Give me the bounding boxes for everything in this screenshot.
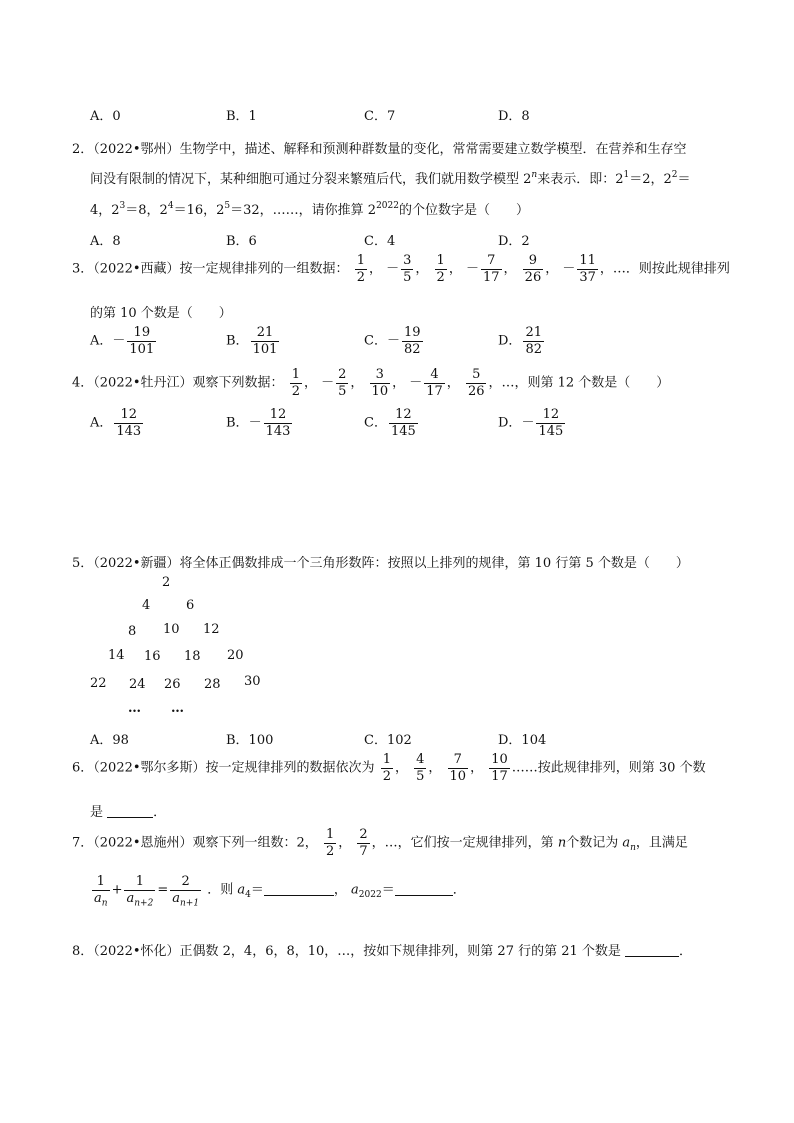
q4-option-d[interactable]: D．－ $\frac{12}{145}$ — [498, 407, 564, 439]
fraction: $\frac{11}{37}$ — [579, 253, 596, 285]
q6-line1: 6．（2022•鄂尔多斯）按一定规律排列的数据依次为 $\frac{1}{2}$ ， $\frac{4}{5}$ ， $\frac{7}{10}$ ， $\frac{10}{17}$ ……按此规律排列，则第 30 个数 — [72, 752, 706, 784]
q3-option-c[interactable]: C．－ $\frac{19}{82}$ — [364, 325, 421, 357]
array-cell: 4 — [142, 598, 151, 613]
q5-option-b[interactable]: B．100 — [226, 733, 274, 748]
answer-blank[interactable] — [107, 816, 153, 818]
q4-line1: 4．（2022•牡丹江）观察下列数据： $\frac{1}{2}$ ， － $\frac{2}{5}$ ， $\frac{3}{10}$ ， － $\frac{4}{17}$ ， $\frac{5}{26}$ ，…，则第 12 个数是（ ） — [72, 367, 670, 399]
array-cell: 6 — [186, 598, 195, 613]
q2-line2: 间没有限制的情况下，某种细胞可通过分裂来繁殖后代，我们就用数学模型 2$^n$来表示．即：$2^1=2$，$2^2=$ — [90, 170, 691, 187]
fraction: $\frac{1}{2}$ — [382, 752, 391, 784]
array-cell: 26 — [164, 677, 181, 692]
fraction: $\frac{10}{17}$ — [491, 752, 508, 784]
array-cell: 18 — [184, 649, 201, 664]
q5-option-a[interactable]: A．98 — [90, 733, 129, 748]
q8-line1: 8．（2022•怀化）正偶数 2，4，6，8，10，…，按如下规律排列，则第 27 行的第 21 个数是 ． — [72, 944, 693, 959]
fraction: $\frac{1}{2}$ — [291, 367, 300, 399]
fraction: $\frac{2}{7}$ — [359, 827, 368, 859]
q2-option-b[interactable]: B．6 — [226, 234, 257, 249]
array-cell: 8 — [128, 624, 137, 639]
fraction: $\frac{4}{5}$ — [416, 752, 425, 784]
q1-option-b[interactable]: B．1 — [226, 109, 257, 124]
array-cell: 20 — [227, 648, 244, 663]
answer-blank-a2022[interactable] — [395, 894, 453, 896]
fraction: $\frac{7}{10}$ — [449, 752, 467, 784]
array-cell: 2 — [162, 575, 171, 590]
ellipsis: … — [171, 701, 184, 716]
q3-line2: 的第 10 个数是（ ） — [90, 306, 232, 321]
q5-line1: 5．（2022•新疆）将全体正偶数排成一个三角形数阵：按照以上排列的规律，第 10 行第 5 个数是（ ） — [72, 556, 689, 571]
fraction: $\frac{1}{a_n}$ — [94, 874, 108, 909]
q3-line1: 3．（2022•西藏）按一定规律排列的一组数据： $\frac{1}{2}$ ， － $\frac{3}{5}$ ， $\frac{1}{2}$ ， － $\frac{7}{17}$ ， $\frac{9}{26}$ ， － $\frac{11}{37}$ ，…．则按此规律排列 — [72, 253, 730, 285]
array-cell: 16 — [144, 649, 161, 664]
fraction: $\frac{2}{5}$ — [338, 367, 347, 399]
q3-option-a[interactable]: A．－ $\frac{19}{101}$ — [90, 325, 155, 357]
q2-option-d[interactable]: D．2 — [498, 234, 530, 249]
q4-option-b[interactable]: B．－ $\frac{12}{143}$ — [226, 407, 291, 439]
fraction: $\frac{1}{a_{n+2}}$ — [126, 874, 154, 909]
fraction: $\frac{1}{2}$ — [325, 827, 335, 859]
q4-option-a[interactable]: A． $\frac{12}{143}$ — [90, 407, 142, 439]
q1-option-a[interactable]: A．0 — [90, 109, 121, 124]
array-cell: 12 — [203, 622, 220, 637]
fraction: $\frac{3}{10}$ — [371, 367, 389, 399]
q5-option-d[interactable]: D．104 — [498, 733, 547, 748]
fraction: $\frac{3}{5}$ — [403, 253, 412, 285]
answer-blank-a4[interactable] — [264, 894, 334, 896]
q5-option-c[interactable]: C．102 — [364, 733, 412, 748]
array-cell: 24 — [129, 677, 146, 692]
q2-line1: 2．（2022•鄂州）生物学中，描述、解释和预测种群数量的变化，常常需要建立数学模型．在营养和生存空 — [72, 142, 687, 157]
q3-option-b[interactable]: B． $\frac{21}{101}$ — [226, 325, 278, 357]
array-cell: 22 — [90, 676, 107, 691]
q4-option-c[interactable]: C． $\frac{12}{145}$ — [364, 407, 416, 439]
fraction: $\frac{9}{26}$ — [524, 253, 542, 285]
array-cell: 28 — [204, 677, 221, 692]
answer-blank[interactable] — [625, 955, 679, 957]
array-cell: 10 — [163, 622, 180, 637]
fraction: $\frac{4}{17}$ — [426, 367, 443, 399]
q7-line2: $\frac{1}{a_n}$ + $\frac{1}{a_{n+2}}$ = $\frac{2}{a_{n+1}}$ ．则 $a_4=$ ， $a_{2022}=$ ． — [94, 874, 466, 909]
fraction: $\frac{2}{a_{n+1}}$ — [172, 874, 200, 909]
array-cell: 14 — [108, 648, 125, 663]
q2-line3: 4，$2^3=8$，$2^4=16$，$2^5=32$，……，请你推算 $2^{2022}$的个位数字是（ ） — [90, 201, 529, 218]
fraction: $\frac{7}{17}$ — [482, 253, 500, 285]
fraction: $\frac{5}{26}$ — [467, 367, 485, 399]
q6-line2: 是 ． — [90, 805, 167, 820]
q1-option-c[interactable]: C．7 — [364, 109, 396, 124]
q3-option-d[interactable]: D． $\frac{21}{82}$ — [498, 325, 542, 357]
q2-option-c[interactable]: C．4 — [364, 234, 396, 249]
fraction: $\frac{1}{2}$ — [436, 253, 445, 285]
array-cell: 30 — [244, 674, 261, 689]
q2-option-a[interactable]: A．8 — [90, 234, 121, 249]
q1-option-d[interactable]: D．8 — [498, 109, 530, 124]
fraction: $\frac{1}{2}$ — [356, 253, 365, 285]
ellipsis: … — [128, 701, 141, 716]
q7-line1: 7．（2022•恩施州）观察下列一组数：2， $\frac{1}{2}$ ， $\frac{2}{7}$ ，…，它们按一定规律排列，第 n个数记为 $a_n$，且满足 — [72, 827, 688, 859]
